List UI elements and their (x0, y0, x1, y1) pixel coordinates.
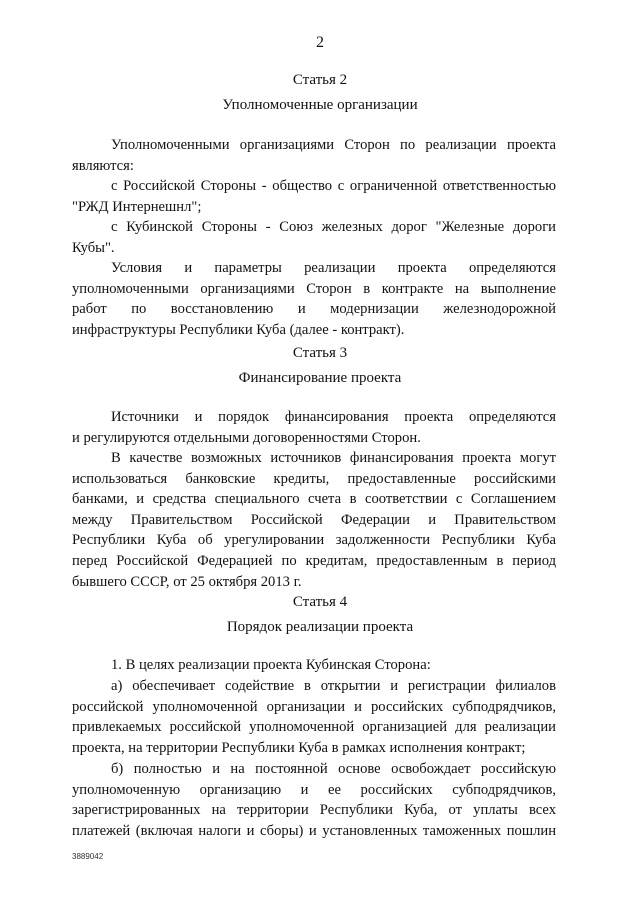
text-line: и регулируются отдельными договоренностями Сторон. (72, 429, 421, 446)
text-line: "РЖД Интернешнл"; (72, 198, 202, 215)
text-line: Уполномоченными организациями Сторон по реализации проекта (111, 137, 556, 153)
text-line: банками, и средства специального счета в соответствии с Соглашением (72, 491, 556, 508)
article-2-paragraph-3 (72, 217, 556, 258)
text-line: являются: (72, 157, 134, 174)
article-4-paragraph-1 (72, 655, 556, 676)
text-line: Кубы". (72, 239, 115, 256)
text-line: Источники и порядок финансирования проекта определяются (111, 409, 556, 425)
article-2-paragraph-4 (72, 258, 556, 340)
text-line: б) полностью и на постоянной основе освобождает российскую (111, 761, 556, 777)
text-line: между Правительством Российской Федерации и Правительством (72, 511, 556, 528)
text-line: с Российской Стороны - общество с ограниченной ответственностью (111, 178, 556, 194)
text-line: работ по восстановлению и модернизации железнодорожной (72, 301, 556, 318)
article-2-paragraph-1 (72, 135, 556, 176)
text-line: уполномоченными организациями Сторон в контракте на выполнение (72, 280, 556, 297)
text-line: привлекаемых российской уполномоченной организацией для реализации (72, 719, 556, 736)
document-code: 3889042 (72, 852, 104, 861)
article-2-title: Статья 2 (292, 72, 348, 88)
text-line: Республики Куба об урегулировании задолженности Республики Куба (72, 532, 556, 549)
article-4-paragraph-2 (72, 676, 556, 758)
text-line: инфраструктуры Республики Куба (далее - контракт). (72, 321, 405, 338)
article-4-paragraph-3 (72, 759, 556, 841)
text-line: с Кубинской Стороны - Союз железных дорог "Железные дороги (111, 219, 556, 235)
text-line: Условия и параметры реализации проекта определяются (111, 260, 556, 276)
article-3-paragraph-1 (72, 407, 556, 448)
article-3-title: Статья 3 (292, 345, 348, 361)
article-3-paragraph-2 (72, 448, 556, 592)
text-line: 1. В целях реализации проекта Кубинская Сторона: (111, 657, 431, 673)
text-line: зарегистрированных на территории Республики Куба, от уплаты всех (72, 802, 556, 819)
article-2-subtitle: Уполномоченные организации (222, 97, 418, 113)
text-line: уполномоченную организацию и ее российских субподрядчиков, (72, 781, 556, 798)
text-line: использоваться банковские кредиты, предоставленные российскими (72, 470, 556, 487)
article-4-subtitle: Порядок реализации проекта (226, 619, 414, 635)
article-4-title: Статья 4 (292, 594, 348, 610)
text-line: а) обеспечивает содействие в открытии и регистрации филиалов (111, 678, 556, 694)
text-line: платежей (включая налоги и сборы) и установленных таможенных пошлин (72, 822, 556, 839)
text-line: российской уполномоченной организации и российских субподрядчиков, (72, 698, 556, 715)
text-line: проекта, на территории Республики Куба в рамках исполнения контракт; (72, 739, 526, 756)
page-number: 2 (316, 34, 324, 51)
text-line: В качестве возможных источников финансирования проекта могут (111, 450, 556, 466)
article-2-paragraph-2 (72, 176, 556, 217)
text-line: перед Российской Федерацией по кредитам, предоставленным в период (72, 552, 556, 569)
article-3-subtitle: Финансирование проекта (238, 370, 402, 386)
text-line: бывшего СССР, от 25 октября 2013 г. (72, 573, 302, 590)
